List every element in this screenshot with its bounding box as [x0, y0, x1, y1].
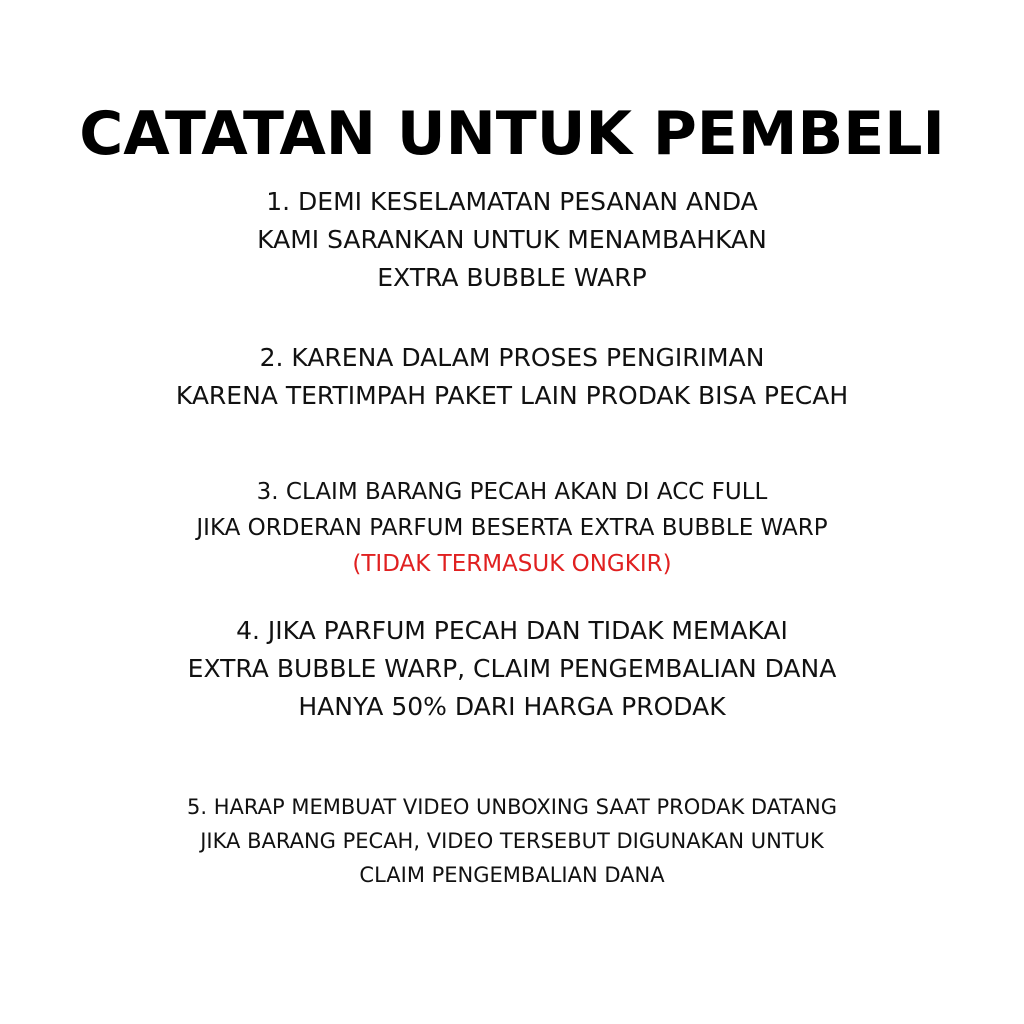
note-1-line-1: 1. DEMI KESELAMATAN PESANAN ANDA — [266, 187, 758, 216]
note-1 — [0, 183, 1024, 297]
page-title: CATATAN UNTUK PEMBELI — [79, 99, 945, 170]
note-4-line-2: EXTRA BUBBLE WARP, CLAIM PENGEMBALIAN DANA — [187, 654, 837, 683]
note-2-line-2: KARENA TERTIMPAH PAKET LAIN PRODAK BISA PECAH — [175, 381, 849, 410]
note-2 — [0, 339, 1024, 415]
note-3-line-1: 3. CLAIM BARANG PECAH AKAN DI ACC FULL — [256, 479, 768, 505]
note-5 — [0, 790, 1024, 892]
note-5-line-3: CLAIM PENGEMBALIAN DANA — [359, 863, 665, 887]
note-3 — [0, 474, 1024, 582]
note-3-highlight-line: (TIDAK TERMASUK ONGKIR) — [352, 551, 672, 577]
note-2-line-1: 2. KARENA DALAM PROSES PENGIRIMAN — [259, 343, 765, 372]
note-4-line-1: 4. JIKA PARFUM PECAH DAN TIDAK MEMAKAI — [236, 616, 788, 645]
note-1-line-3: EXTRA BUBBLE WARP — [377, 263, 647, 292]
note-3-line-2: JIKA ORDERAN PARFUM BESERTA EXTRA BUBBLE WARP — [196, 515, 828, 541]
note-4 — [0, 612, 1024, 726]
note-1-line-2: KAMI SARANKAN UNTUK MENAMBAHKAN — [257, 225, 767, 254]
note-5-line-1: 5. HARAP MEMBUAT VIDEO UNBOXING SAAT PRODAK DATANG — [187, 795, 837, 819]
note-5-line-2: JIKA BARANG PECAH, VIDEO TERSEBUT DIGUNAKAN UNTUK — [200, 829, 824, 853]
note-4-line-3: HANYA 50% DARI HARGA PRODAK — [298, 692, 726, 721]
